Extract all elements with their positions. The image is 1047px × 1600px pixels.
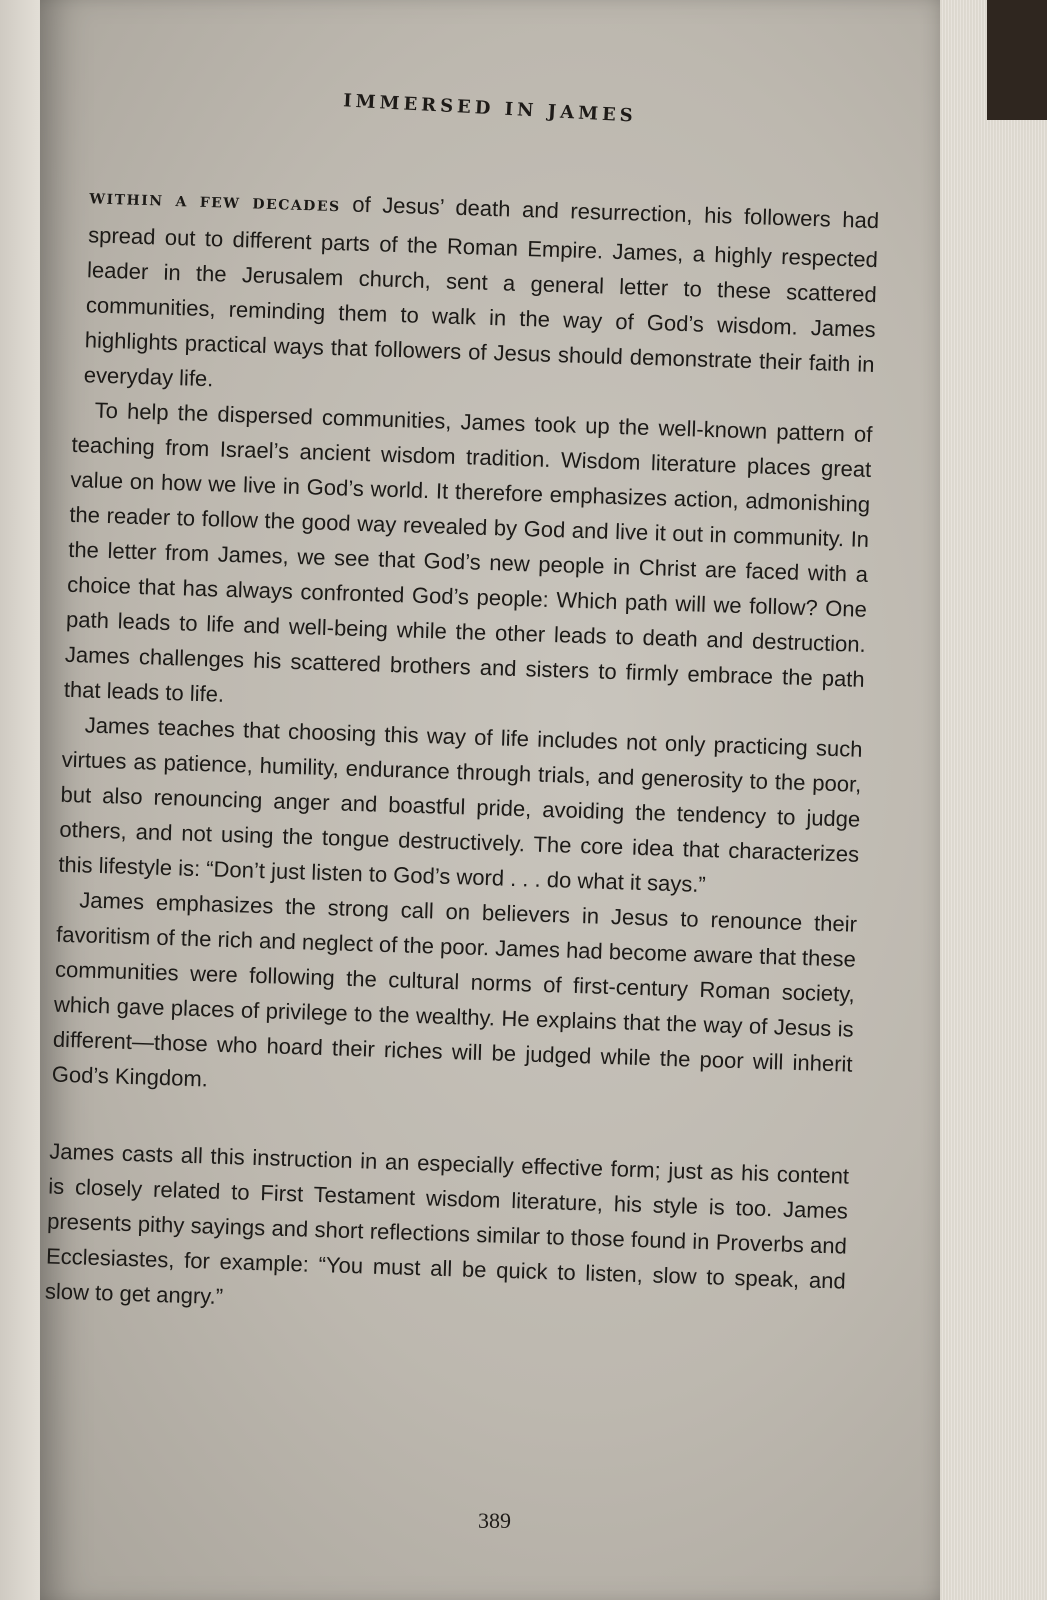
background-table	[987, 0, 1047, 120]
opening-smallcaps: WITHIN A FEW DECADES	[89, 191, 341, 216]
paragraph-2: To help the dispersed communities, James took up the well-known pattern of teaching from Israel’s ancient wisdom tradition. Wisdom literature places great value on how we live in God’s world. It therefore emphasizes action, admonishing the reader to follow the good way revealed by God and live it out in community. In the letter from James, we see that God’s new people in Christ are faced with a choice that has always confronted God’s people: Which path will we follow? One path leads to life and well-being while the other leads to death and destruction. James challenges his scattered brothers and sisters to firmly embrace the path that leads to life.	[63, 397, 873, 707]
page-number: 389	[478, 1508, 511, 1533]
paragraph-3: James teaches that choosing this way of life includes not only practicing such virtues as patience, humility, endurance through trials, and generosity to the poor, but also renouncing anger and boastful pride, avoiding the tendency to judge others, and not using the tongue destructively. The core idea that characterizes this lifestyle is: “Don’t just listen to God’s word . . . do what it says.”	[58, 712, 863, 897]
book-page	[40, 0, 940, 1600]
paragraph-4: James emphasizes the strong call on believers in Jesus to renounce their favoritism of the rich and neglect of the poor. James had become aware that these communities were following the cultural norms of first-century Roman society, which gave places of privilege to the wealthy. He explains that the way of Jesus is different—those who hoard their riches will be judged while the poor will inherit God’s Kingdom.	[51, 887, 858, 1092]
paragraph-1-text: of Jesus’ death and resurrection, his followers had spread out to different parts of the Roman Empire. James, a highly respected leader in the Jerusalem church, sent a general letter to these scattered communities, reminding them to walk in the way of God’s wisdom. James highlights practical ways that followers of Jesus should demonstrate their faith in everyday life.	[83, 191, 880, 392]
page-body	[44, 178, 879, 1334]
paragraph-5: James casts all this instruction in an especially effective form; just as his content is closely related to First Testament wisdom literature, his style is too. James presents pithy sayings and short reflections similar to those found in Proverbs and Ecclesiastes, for example: “You must all be quick to listen, slow to speak, and slow to get angry.”	[44, 1138, 850, 1310]
running-head: IMMERSED IN JAMES	[342, 90, 638, 127]
paragraph-1	[73, 178, 879, 417]
